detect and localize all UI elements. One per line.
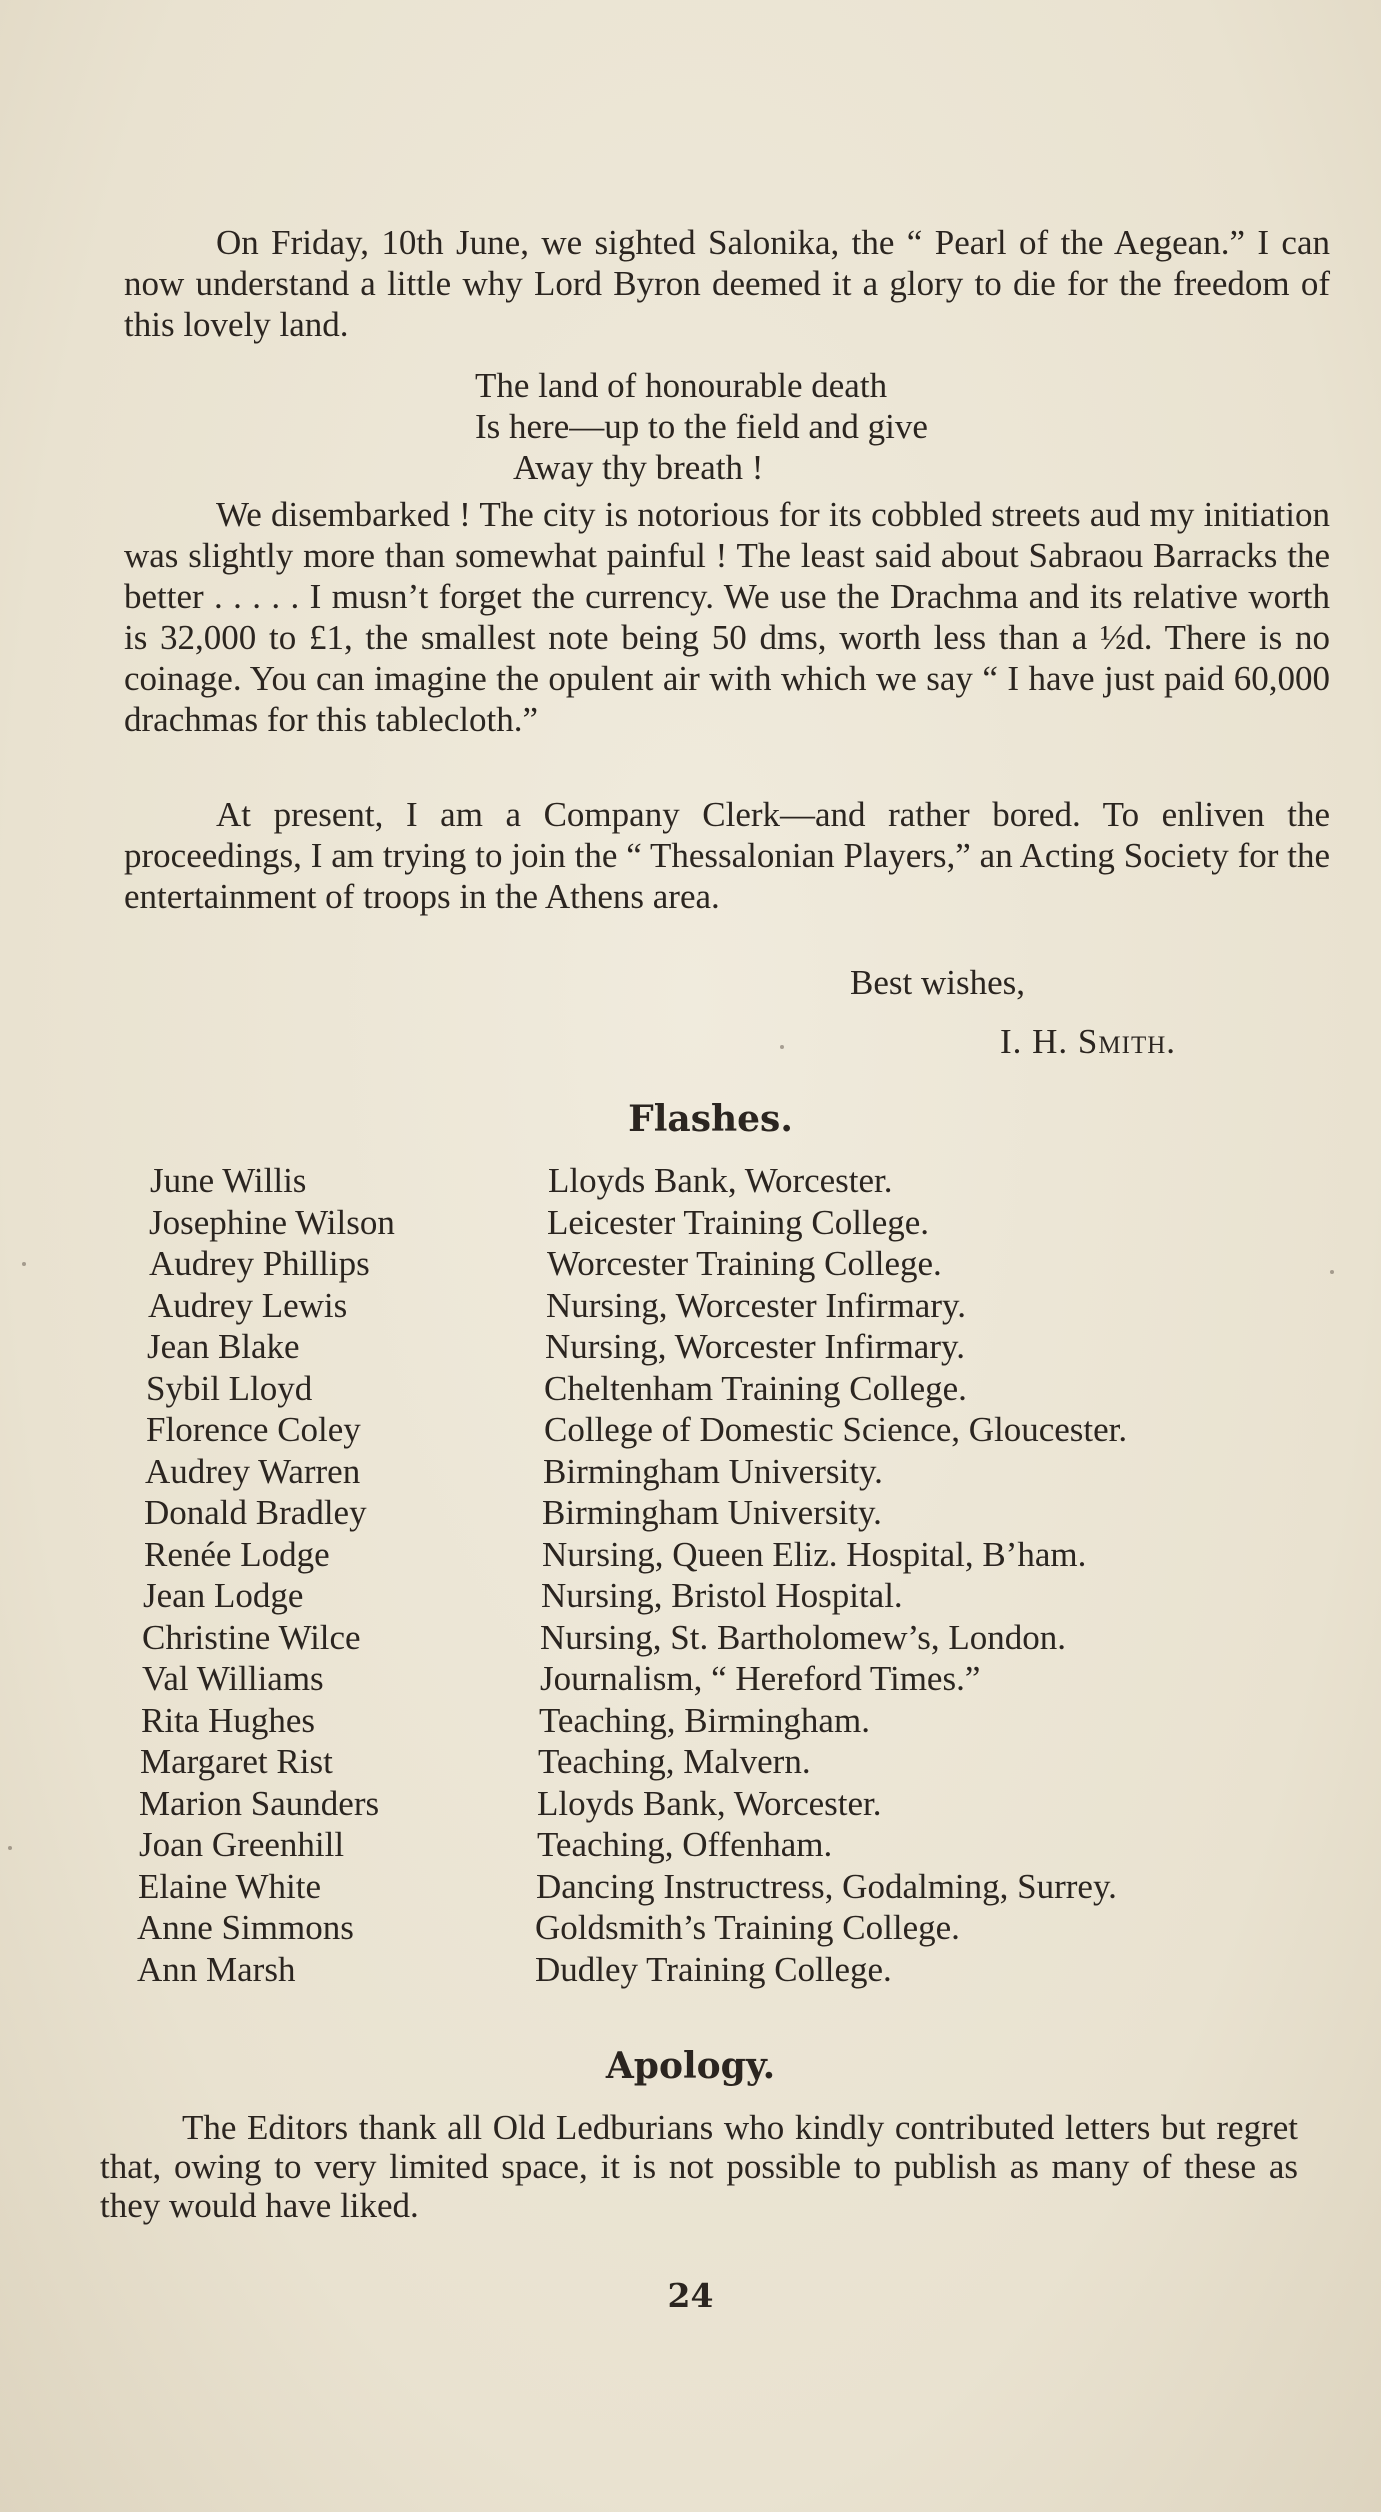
flash-entry <box>137 1949 1300 1991</box>
paper-speck <box>22 1262 26 1266</box>
flash-entry-name: Ann Marsh <box>137 1949 296 1989</box>
flash-entry-destination: Worcester Training College. <box>547 1244 942 1283</box>
flash-entry-destination: Nursing, Bristol Hospital. <box>541 1576 903 1615</box>
flash-entry-name: Marion Saunders <box>139 1783 380 1823</box>
flash-entry-name: Renée Lodge <box>144 1534 330 1574</box>
flash-entry-destination: Goldsmith’s Training College. <box>535 1908 960 1947</box>
verse-line-2: Is here—up to the field and give <box>475 407 928 446</box>
flash-entry-name: Donald Bradley <box>144 1493 367 1532</box>
flash-entry-name: Christine Wilce <box>142 1617 361 1657</box>
flash-entry-name: Audrey Warren <box>145 1451 361 1491</box>
letter-signature <box>1000 1022 1176 1062</box>
flash-entry-name: Joan Greenhill <box>139 1825 345 1864</box>
apology-heading: Apology. <box>605 2045 776 2087</box>
flash-entry-name: Margaret Rist <box>140 1742 333 1781</box>
letter-paragraph-1 <box>124 222 1330 345</box>
verse-line-3: Away thy breath ! <box>513 448 764 487</box>
flashes-heading: Flashes. <box>628 1098 793 1140</box>
flash-entry-destination: Teaching, Birmingham. <box>539 1700 870 1740</box>
flash-entry-destination: Leicester Training College. <box>547 1202 930 1242</box>
flash-entry <box>141 1700 1300 1742</box>
flash-entry-destination: Journalism, “ Hereford Times.” <box>540 1659 981 1698</box>
flash-entry <box>144 1534 1300 1576</box>
page-number: 24 <box>667 2276 714 2315</box>
flash-entry-destination: Birmingham University. <box>543 1451 883 1491</box>
flash-entry <box>139 1783 1300 1825</box>
flash-entry-name: Audrey Lewis <box>148 1285 348 1325</box>
apology-paragraph <box>100 2108 1298 2225</box>
flash-entry-name: Audrey Phillips <box>149 1244 370 1283</box>
flash-entry <box>137 1907 1300 1949</box>
paper-speck <box>780 1045 784 1049</box>
flash-entry-destination: Lloyds Bank, Worcester. <box>537 1783 882 1823</box>
paper-speck <box>8 1846 12 1850</box>
flash-entry-name: Florence Coley <box>146 1410 361 1449</box>
flash-entry-destination: Nursing, Worcester Infirmary. <box>546 1285 966 1325</box>
flash-entry-destination: Dancing Instructress, Godalming, Surrey. <box>536 1866 1117 1906</box>
flash-entry <box>150 1160 1300 1202</box>
flash-entry <box>149 1243 1300 1285</box>
flash-entry-name: Elaine White <box>138 1866 322 1906</box>
flash-entry-name: Rita Hughes <box>141 1700 316 1740</box>
flash-entry-name: Anne Simmons <box>137 1908 354 1947</box>
flash-entry <box>146 1409 1300 1451</box>
flash-entry-name: Jean Lodge <box>143 1576 304 1615</box>
letter-paragraph-1-text: On Friday, 10th June, we sighted Salonika, the “ Pearl of the Aegean.” I can now understand a little why Lord Byron deemed it a glory to die for the freedom of this lovely land. <box>124 223 1330 344</box>
flash-entry <box>142 1617 1300 1659</box>
flashes-list <box>137 1160 1300 1990</box>
flash-entry-destination: Lloyds Bank, Worcester. <box>548 1161 893 1200</box>
flash-entry-destination: Teaching, Offenham. <box>537 1825 833 1864</box>
letter-paragraph-3 <box>124 794 1330 917</box>
flash-entry-destination: Cheltenham Training College. <box>544 1368 967 1408</box>
paper-speck <box>1330 1270 1334 1274</box>
signature-text: I. H. Smith. <box>1000 1022 1177 1061</box>
letter-paragraph-3-text: At present, I am a Company Clerk—and rather bored. To enliven the proceedings, I am trying to join the “ Thessalonian Players,” an Acting Society for the entertainment of troops in the Athens area. <box>124 795 1330 916</box>
verse-block <box>475 365 928 488</box>
letter-paragraph-2-text: We disembarked ! The city is notorious for its cobbled streets aud my initiation was slightly more than somewhat painful ! The least said about Sabraou Barracks the better . . . . . I musn’t forget the currency. We use the Drachma and its relative worth is 32,000 to £1, the smallest note being 50 dms, worth less than a ½d. There is no coinage. You can imagine the opulent air with which we say “ I have just paid 60,000 drachmas for this tablecloth.” <box>124 495 1330 739</box>
flash-entry-name: Val Williams <box>142 1659 324 1698</box>
flash-entry-destination: Teaching, Malvern. <box>538 1742 811 1781</box>
apology-text: The Editors thank all Old Ledburians who kindly contributed letters but regret that, owing to very limited space, it is not possible to publish as many of these as they would have liked. <box>100 2108 1298 2225</box>
flash-entry <box>145 1451 1300 1493</box>
letter-closing: Best wishes, <box>850 963 1025 1002</box>
flash-entry <box>140 1741 1300 1783</box>
flash-entry-name: Josephine Wilson <box>149 1202 395 1242</box>
flash-entry <box>138 1866 1300 1908</box>
flash-entry-destination: College of Domestic Science, Gloucester. <box>544 1410 1128 1449</box>
letter-paragraph-2 <box>124 494 1330 740</box>
flash-entry-destination: Dudley Training College. <box>535 1949 892 1989</box>
flash-entry <box>144 1492 1300 1534</box>
flash-entry <box>149 1202 1300 1244</box>
flash-entry-name: Sybil Lloyd <box>146 1368 313 1408</box>
flash-entry-destination: Nursing, St. Bartholomew’s, London. <box>540 1617 1066 1657</box>
flash-entry <box>143 1575 1300 1617</box>
flash-entry <box>147 1326 1300 1368</box>
flash-entry <box>139 1824 1300 1866</box>
flash-entry <box>142 1658 1300 1700</box>
flash-entry <box>148 1285 1300 1327</box>
flash-entry-destination: Nursing, Worcester Infirmary. <box>545 1327 965 1366</box>
flash-entry <box>146 1368 1300 1410</box>
flash-entry-destination: Nursing, Queen Eliz. Hospital, B’ham. <box>542 1534 1087 1574</box>
verse-line-1: The land of honourable death <box>475 366 888 405</box>
flash-entry-name: June Willis <box>150 1161 307 1200</box>
flash-entry-destination: Birmingham University. <box>542 1493 882 1532</box>
flash-entry-name: Jean Blake <box>147 1327 300 1366</box>
